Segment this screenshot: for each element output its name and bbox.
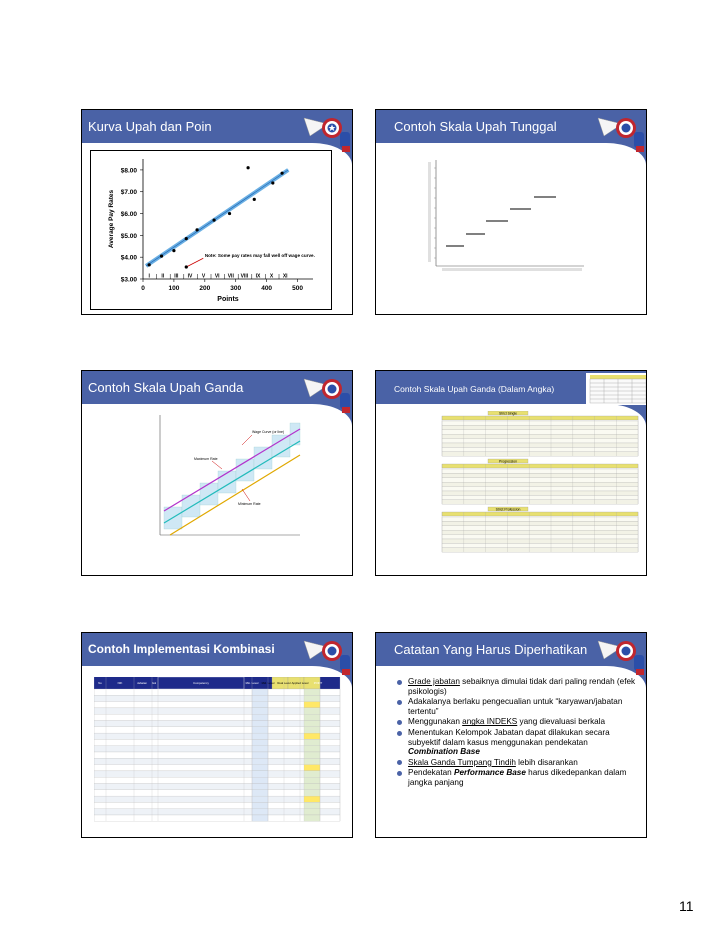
- table-row: [442, 421, 638, 425]
- captain-mascot-icon: [300, 633, 353, 677]
- applied-cell: [304, 708, 320, 714]
- slide-4: [375, 370, 647, 576]
- y-tick-label: $4.00: [120, 254, 137, 262]
- applied-cell: [304, 784, 320, 790]
- level-cell: [252, 739, 268, 745]
- table-title: Strict Single: [498, 411, 518, 416]
- applied-cell: [304, 695, 320, 701]
- header-label: Min. Level: [245, 681, 259, 685]
- annotation-text: Note: Some pay rates may fall well off wage curve.: [204, 253, 315, 259]
- level-cell: [252, 765, 268, 771]
- captain-mascot-icon: [594, 110, 647, 154]
- header-label: NIK: [117, 681, 123, 685]
- wage-curve-svg: [91, 151, 331, 309]
- table-header: [442, 512, 638, 516]
- table-label-area: [394, 517, 434, 522]
- level-cell: [252, 714, 268, 720]
- slide-5: [81, 632, 353, 838]
- table-row: [94, 771, 340, 777]
- grade-label: I: [148, 273, 150, 280]
- mini-table-icon: [586, 373, 647, 405]
- note-item: Adakalanya berlaku pengecualian untuk “karyawan/jabatan tertentu”: [396, 697, 636, 716]
- table-row: [442, 491, 638, 495]
- data-point: [185, 237, 188, 240]
- level-cell: [252, 695, 268, 701]
- level-cell: [252, 784, 268, 790]
- table-row: [442, 535, 638, 539]
- outlier-point: [185, 265, 188, 268]
- table-row: [94, 758, 340, 764]
- header-label: No: [98, 681, 102, 685]
- table-row: [442, 548, 638, 552]
- data-point: [195, 228, 198, 231]
- table-label-area: [394, 469, 434, 474]
- x-tick-label: 0: [141, 285, 145, 292]
- level-cell: [252, 758, 268, 764]
- captain-mascot-icon: [300, 371, 353, 415]
- applied-cell: [304, 802, 320, 808]
- slide-2: [375, 109, 647, 315]
- notes-list: [396, 677, 636, 789]
- slide-title: Catatan Yang Harus Diperhatikan: [394, 642, 588, 657]
- grade-label: XI: [282, 273, 288, 280]
- grade-label: IV: [187, 273, 193, 280]
- table-row: [94, 796, 340, 802]
- data-point: [172, 249, 175, 252]
- data-point: [280, 172, 283, 175]
- grade-label: V: [201, 273, 206, 280]
- level-cell: [252, 702, 268, 708]
- grade-label: III: [174, 273, 179, 280]
- applied-cell: [304, 714, 320, 720]
- table-row: [442, 447, 638, 451]
- table-row: [442, 439, 638, 443]
- captain-mascot-icon: [300, 110, 353, 154]
- grade-label: X: [269, 273, 274, 280]
- table-row: [442, 539, 638, 543]
- applied-cell: [304, 765, 320, 771]
- table-row: [94, 790, 340, 796]
- note-item: Menentukan Kelompok Jabatan dapat dilakukan secara subyektif dalam kasus menggunakan pendekatan Combination Base: [396, 728, 636, 757]
- minimum-rate-label: Minimum Rate: [238, 502, 261, 506]
- combination-table: [94, 677, 344, 827]
- table-row: [94, 784, 340, 790]
- table-row: [94, 802, 340, 808]
- table-header: [442, 416, 638, 420]
- table-row: [94, 733, 340, 739]
- level-cell: [252, 802, 268, 808]
- level-cell: [252, 771, 268, 777]
- annotation-arrow: [186, 258, 203, 267]
- applied-cell: [304, 752, 320, 758]
- table-row: [442, 530, 638, 534]
- x-tick-label: 200: [199, 285, 211, 292]
- note-item: Menggunakan angka INDEKS yang dievaluasi berkala: [396, 717, 636, 727]
- data-point: [148, 263, 151, 266]
- level-cell: [252, 708, 268, 714]
- slide-6: [375, 632, 647, 838]
- slide-3: [81, 370, 353, 576]
- x-tick-label: 400: [261, 285, 273, 292]
- applied-cell: [304, 733, 320, 739]
- captain-mascot-icon: [594, 633, 647, 677]
- slide-title: Contoh Skala Upah Ganda: [88, 380, 244, 395]
- table-row: [442, 430, 638, 434]
- applied-cell: [304, 746, 320, 752]
- header-label: Gol: [151, 681, 157, 685]
- table-row: [442, 425, 638, 429]
- applied-cell: [304, 758, 320, 764]
- multiple-rate-chart: [134, 411, 304, 546]
- header-label: Mid. Level: [261, 681, 275, 685]
- table-row: [94, 815, 340, 821]
- header-label: POINT: [313, 681, 323, 685]
- x-axis-label: Points: [217, 296, 239, 303]
- table-row: [94, 689, 340, 695]
- level-cell: [252, 733, 268, 739]
- level-cell: [252, 746, 268, 752]
- table-row: [442, 526, 638, 530]
- table-row: [94, 695, 340, 701]
- applied-cell: [304, 790, 320, 796]
- wage-curve-center: [146, 170, 288, 266]
- applied-cell: [304, 689, 320, 695]
- table-row: [442, 487, 638, 491]
- table-label-area: [394, 421, 434, 426]
- applied-cell: [304, 702, 320, 708]
- table-header: [442, 464, 638, 468]
- applied-cell: [304, 777, 320, 783]
- wage-curve-chart: [90, 150, 332, 310]
- slide-title: Contoh Skala Upah Ganda (Dalam Angka): [394, 384, 555, 394]
- table-row: [442, 452, 638, 456]
- table-row: [94, 702, 340, 708]
- table-row: [94, 752, 340, 758]
- y-tick-label: $5.00: [120, 232, 137, 240]
- table-row: [94, 721, 340, 727]
- applied-cell: [304, 809, 320, 815]
- level-cell: [252, 752, 268, 758]
- data-point: [228, 212, 231, 215]
- table-row: [442, 478, 638, 482]
- applied-cell: [304, 796, 320, 802]
- level-cell: [252, 796, 268, 802]
- grade-label: VIII: [240, 273, 249, 280]
- level-cell: [252, 815, 268, 821]
- rate-tables: [390, 411, 640, 561]
- slide-title: Contoh Implementasi Kombinasi: [88, 642, 275, 656]
- header-label: Competency: [193, 681, 209, 685]
- slide-1: [81, 109, 353, 315]
- data-point: [246, 166, 249, 169]
- note-item: Grade jabatan sebaiknya dimulai tidak dari paling rendah (efek psikologis): [396, 677, 636, 696]
- table-row: [94, 739, 340, 745]
- x-tick-label: 500: [292, 285, 303, 292]
- data-point: [271, 181, 274, 184]
- maximum-rate-label: Maximum Rate: [194, 457, 218, 461]
- table-row: [94, 708, 340, 714]
- y-axis-label: Average Pay Rates: [108, 189, 115, 249]
- data-point: [212, 218, 215, 221]
- data-point: [253, 198, 256, 201]
- note-item: Skala Ganda Tumpang Tindih lebih disarankan: [396, 758, 636, 768]
- table-row: [442, 521, 638, 525]
- x-tick-label: 100: [168, 285, 180, 292]
- y-tick-label: $3.00: [120, 276, 137, 284]
- data-point: [160, 254, 163, 257]
- slide-title: Kurva Upah dan Poin: [88, 119, 212, 134]
- x-tick-label: 300: [230, 285, 242, 292]
- note-item: Pendekatan Performance Base harus dikedepankan dalam jangka panjang: [396, 768, 636, 787]
- wage-curve-label: Wage Curve (or line): [252, 430, 285, 434]
- level-cell: [252, 689, 268, 695]
- single-rate-chart: [422, 158, 592, 276]
- level-cell: [252, 790, 268, 796]
- level-cell: [252, 777, 268, 783]
- grade-label: VII: [227, 273, 234, 280]
- y-tick-label: $6.00: [120, 211, 137, 219]
- table-row: [442, 473, 638, 477]
- grade-label: II: [161, 273, 165, 280]
- level-cell: [252, 809, 268, 815]
- grade-label: IX: [255, 273, 261, 280]
- applied-cell: [304, 727, 320, 733]
- applied-cell: [304, 771, 320, 777]
- table-row: [442, 543, 638, 547]
- table-row: [442, 517, 638, 521]
- table-row: [442, 495, 638, 499]
- table-row: [94, 765, 340, 771]
- level-cell: [252, 721, 268, 727]
- table-row: [442, 500, 638, 504]
- table-row: [94, 714, 340, 720]
- header-label: Applied Level: [291, 681, 309, 685]
- table-row: [94, 809, 340, 815]
- applied-cell: [304, 721, 320, 727]
- grade-label: VI: [214, 273, 220, 280]
- page-number: 11: [679, 898, 694, 914]
- table-row: [94, 746, 340, 752]
- y-tick-label: $8.00: [120, 167, 137, 175]
- table-title: Progression: [498, 459, 518, 464]
- level-cell: [252, 727, 268, 733]
- table-row: [94, 777, 340, 783]
- header-label: Jabatan: [137, 681, 147, 685]
- table-row: [442, 469, 638, 473]
- table-title: Strict Profession: [495, 507, 521, 512]
- y-tick-label: $7.00: [120, 189, 137, 197]
- table-row: [94, 727, 340, 733]
- table-row: [442, 434, 638, 438]
- slide-title: Contoh Skala Upah Tunggal: [394, 119, 557, 134]
- table-row: [442, 482, 638, 486]
- applied-cell: [304, 739, 320, 745]
- header-label: Real Level: [277, 681, 291, 685]
- applied-cell: [304, 815, 320, 821]
- table-row: [442, 443, 638, 447]
